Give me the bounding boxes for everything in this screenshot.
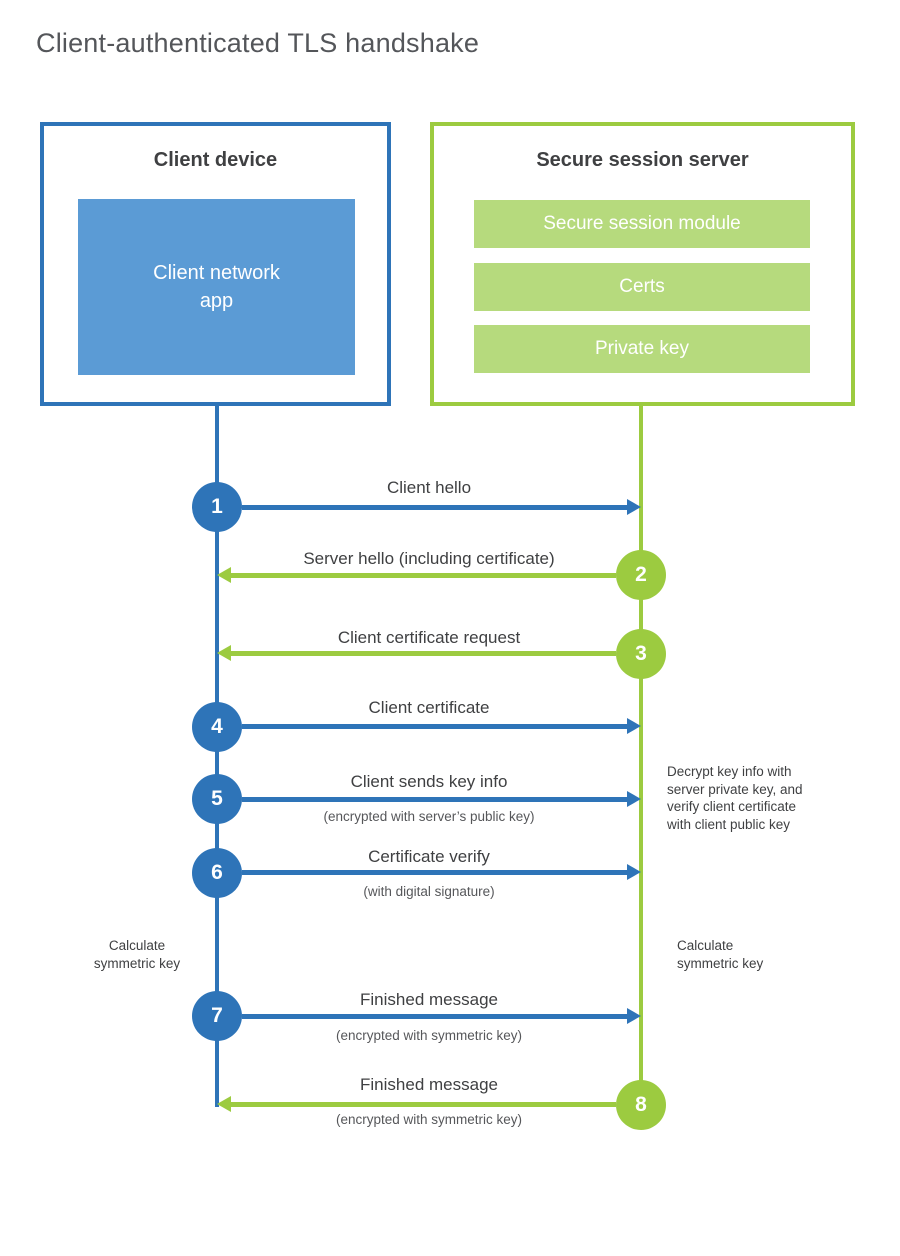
message-label-8: Finished message [360, 1075, 498, 1094]
message-label-7: Finished message [360, 990, 498, 1009]
message-arrow-3 [230, 651, 616, 656]
secure-session-server-title: Secure session server [536, 149, 749, 171]
calc-right-line-1: Calculate [677, 938, 734, 953]
calc-right-line-2: symmetric key [677, 955, 764, 971]
step-circle-6: 6 [192, 848, 242, 898]
message-sublabel-8: (encrypted with symmetric key) [335, 1112, 523, 1127]
step-circle-2: 2 [616, 550, 666, 600]
message-sublabel-5: (encrypted with server’s public key) [323, 809, 535, 824]
step-circle-1: 1 [192, 482, 242, 532]
client-network-app-box [78, 199, 355, 375]
message-arrow-4 [242, 724, 628, 729]
calculate-symmetric-key-note-server [677, 937, 763, 972]
client-app-line-2: app [199, 290, 234, 312]
step-circle-5: 5 [192, 774, 242, 824]
calc-left-line-2: symmetric key [93, 955, 181, 971]
server-module-private-key: Private key [474, 325, 810, 373]
message-label-5: Client sends key info [350, 772, 508, 791]
client-app-line-1: Client network [153, 262, 280, 284]
step-circle-7: 7 [192, 991, 242, 1041]
message-label-6: Certificate verify [368, 847, 490, 866]
calculate-symmetric-key-note-client [77, 937, 197, 972]
message-label-1: Client hello [386, 478, 472, 497]
client-device-title: Client device [153, 149, 278, 171]
step-circle-3: 3 [616, 629, 666, 679]
message-label-4: Client certificate [368, 698, 490, 717]
message-sublabel-7: (encrypted with symmetric key) [335, 1028, 523, 1043]
decrypt-note-line-2: server private key, and [667, 781, 803, 797]
page-title: Client-authenticated TLS handshake [36, 28, 480, 58]
calc-left-line-1: Calculate [108, 938, 166, 953]
decrypt-note-line-1: Decrypt key info with [667, 764, 792, 779]
decrypt-note-line-3: verify client certificate [667, 799, 797, 814]
client-network-app-label [153, 259, 280, 315]
message-arrow-6 [242, 870, 628, 875]
message-sublabel-6: (with digital signature) [363, 884, 495, 899]
message-arrow-5 [242, 797, 628, 802]
message-arrow-8 [230, 1102, 616, 1107]
message-label-2: Server hello (including certificate) [303, 549, 555, 568]
message-label-3: Client certificate request [337, 628, 521, 647]
server-module-certs: Certs [474, 263, 810, 311]
message-arrow-7 [242, 1014, 628, 1019]
message-arrow-1 [242, 505, 628, 510]
step-circle-4: 4 [192, 702, 242, 752]
decrypt-note [667, 763, 803, 833]
step-circle-8: 8 [616, 1080, 666, 1130]
message-arrow-2 [230, 573, 616, 578]
decrypt-note-line-4: with client public key [667, 816, 791, 832]
server-module-secure-session: Secure session module [474, 200, 810, 248]
